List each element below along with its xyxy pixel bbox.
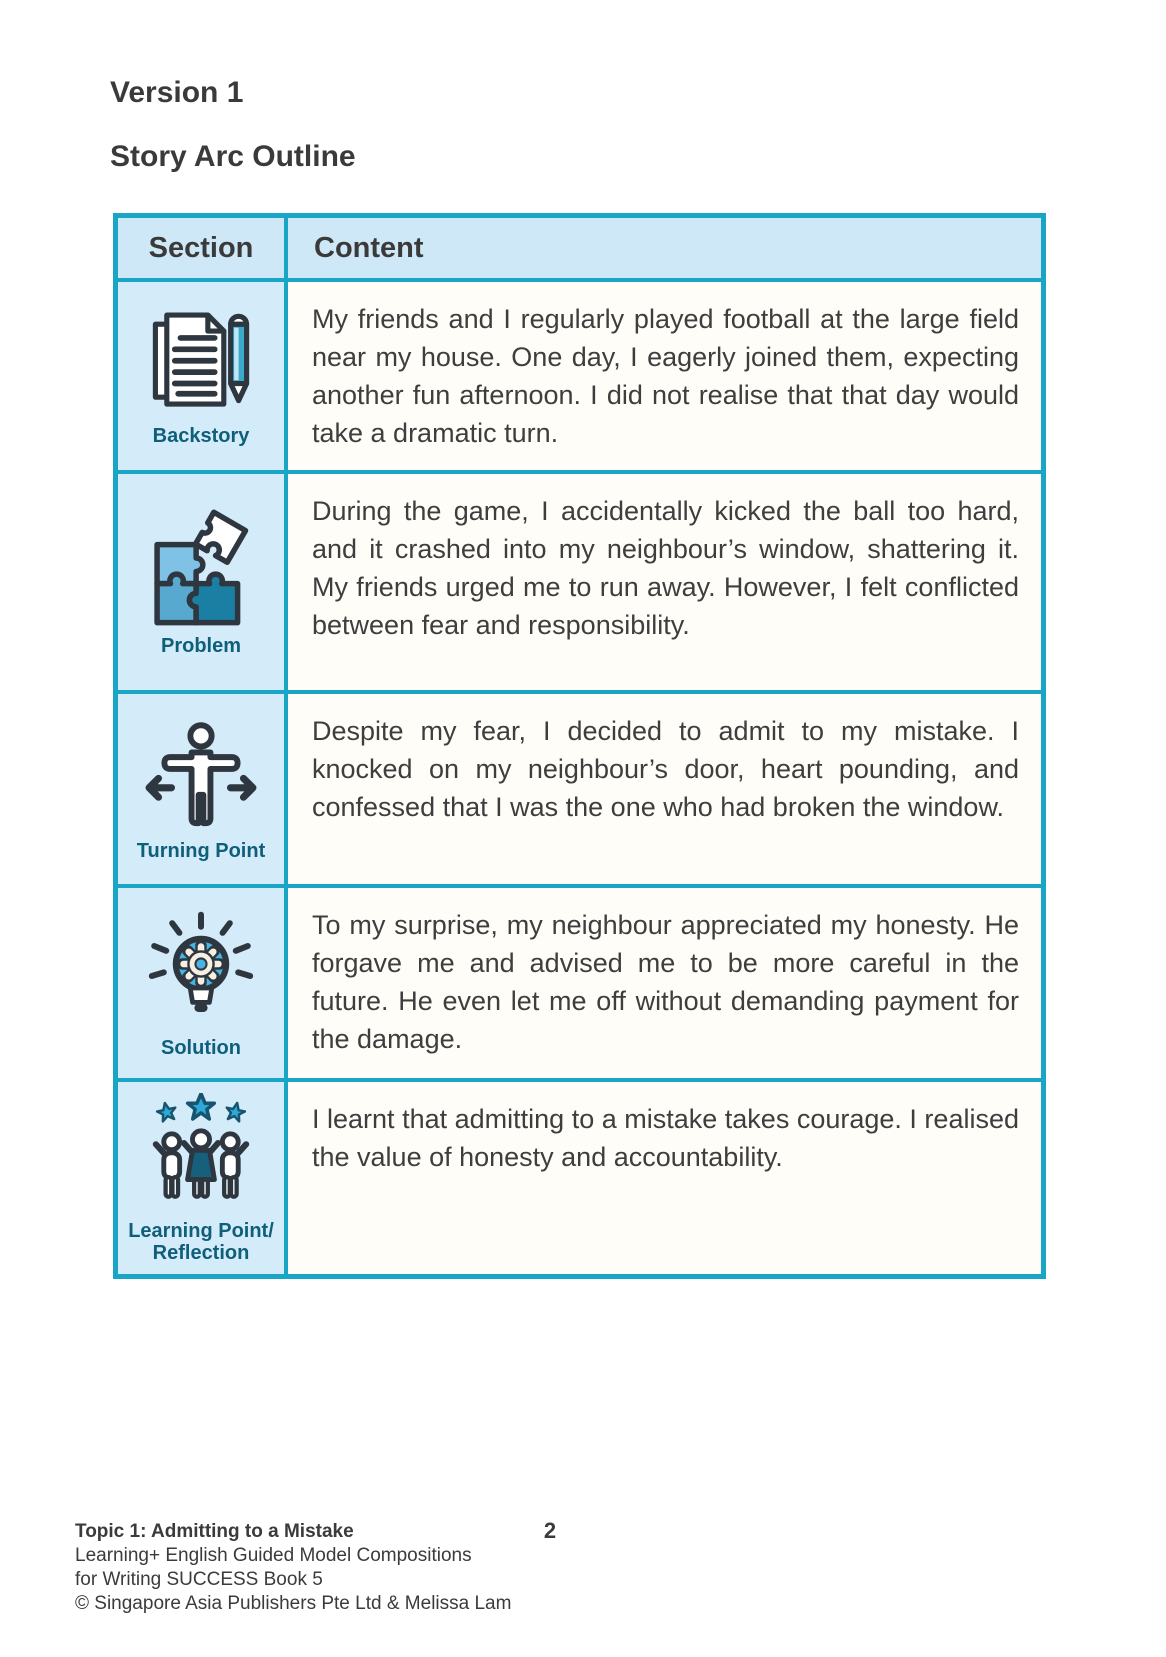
content-text-solution: To my surprise, my neighbour appreciated my honesty. He forgave me and advised me to be more careful in the future. He even let me off without demanding payment for the damage. — [312, 910, 1019, 1054]
table-row-solution-section — [118, 888, 284, 1078]
people-stars-icon — [137, 1093, 265, 1215]
page-title: Story Arc Outline — [110, 140, 356, 173]
table-header-section — [118, 218, 284, 278]
section-label-turning-point: Turning Point — [136, 839, 266, 862]
footer-series-line1: Learning+ English Guided Model Compositions — [75, 1545, 472, 1566]
content-text-backstory: My friends and I regularly played football at the large field near my house. One day, I eagerly joined them, expecting another fun afternoon. I did not realise that that day would take a dramatic turn. — [312, 304, 1019, 448]
table-row-solution-content — [288, 888, 1041, 1078]
table-header-content — [288, 218, 1041, 278]
footer-series-line2: for Writing SUCCESS Book 5 — [75, 1569, 323, 1590]
section-label-solution: Solution — [161, 1036, 241, 1059]
document-pencil-icon — [140, 306, 262, 420]
page-number: 2 — [543, 1518, 557, 1543]
table-row-learning-point-section — [118, 1082, 284, 1274]
version-heading: Version 1 — [110, 76, 244, 109]
person-arrows-icon — [137, 717, 265, 835]
page-footer — [75, 1520, 511, 1616]
content-text-turning-point: Despite my fear, I decided to admit to my mistake. I knocked on my neighbour’s door, heart pounding, and confessed that I was the one who had broken the window. — [312, 716, 1019, 822]
section-label-problem: Problem — [160, 634, 242, 657]
table-header-section-label: Section — [148, 231, 254, 264]
section-label-backstory: Backstory — [152, 424, 250, 447]
table-row-turning-point-content — [288, 694, 1041, 884]
story-arc-table — [113, 213, 1046, 1279]
footer-copyright: © Singapore Asia Publishers Pte Ltd & Melissa Lam — [75, 1593, 512, 1614]
table-header-content-label: Content — [314, 231, 424, 264]
table-row-backstory-section — [118, 282, 284, 470]
table-row-problem-content — [288, 474, 1041, 690]
section-label-learning-point: Learning Point/ Reflection — [128, 1219, 274, 1264]
table-row-turning-point-section — [118, 694, 284, 884]
content-text-problem: During the game, I accidentally kicked the ball too hard, and it crashed into my neighbour’s window, shattering it. My friends urged me to run away. However, I felt conflicted between fear and responsibility. — [312, 496, 1019, 640]
lightbulb-gear-icon — [141, 908, 261, 1032]
table-row-learning-point-content — [288, 1082, 1041, 1274]
puzzle-icon — [138, 508, 264, 630]
table-row-problem-section — [118, 474, 284, 690]
content-text-learning-point: I learnt that admitting to a mistake takes courage. I realised the value of honesty and accountability. — [312, 1104, 1019, 1172]
footer-topic: Topic 1: Admitting to a Mistake — [75, 1521, 354, 1542]
table-row-backstory-content — [288, 282, 1041, 470]
